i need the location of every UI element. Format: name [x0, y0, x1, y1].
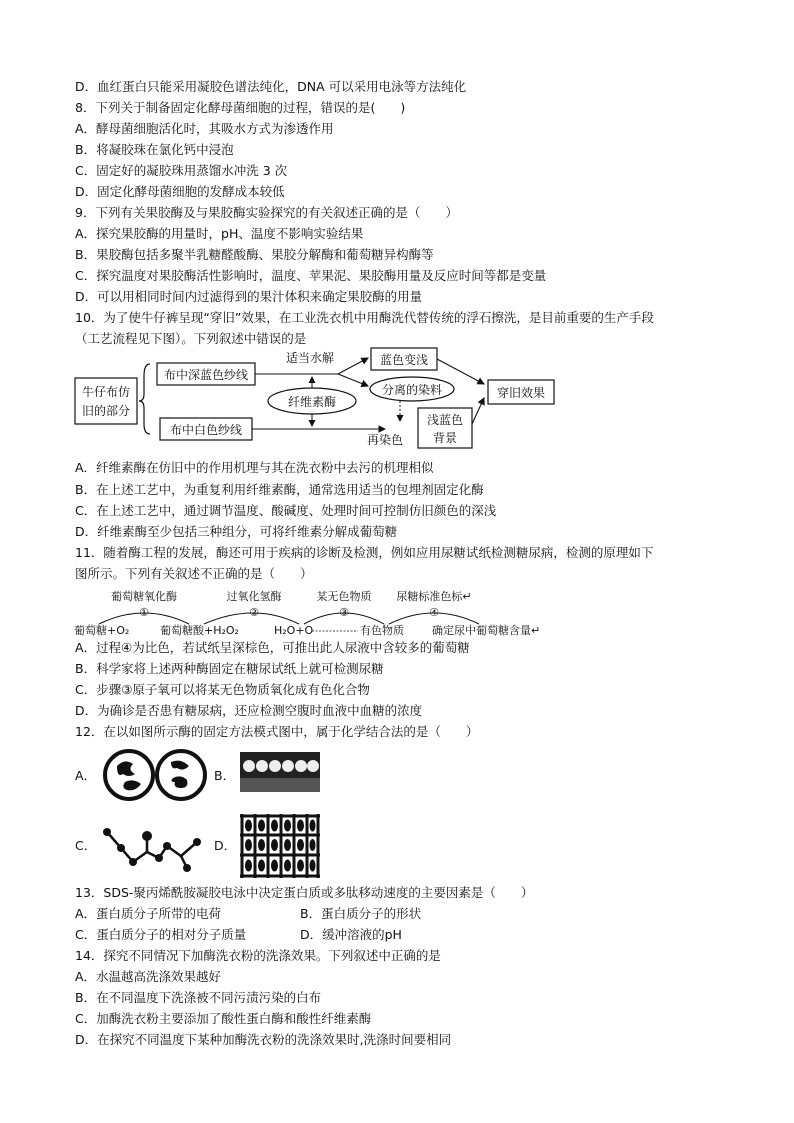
q8-option-a: A．酵母菌细胞活化时，其吸水方式为渗透作用	[75, 121, 334, 136]
q12-stem: 12．在以如图所示酶的固定方法模式图中，属于化学结合法的是（ ）	[75, 724, 479, 739]
q14-option-a: A．水温越高洗涤效果越好	[75, 969, 222, 984]
q11-stem-line2: 图所示。下列有关叙述不正确的是（ ）	[75, 566, 313, 581]
step-1: ①	[139, 606, 149, 619]
q8-stem: 8．下列关于制备固定化酵母菌细胞的过程，错误的是( )	[75, 100, 406, 115]
q11-option-d: D．为确诊是否患有糖尿病，还应检测空腹时血液中血糖的浓度	[75, 703, 423, 718]
water-oxygen: H₂O+O	[274, 624, 314, 637]
q11-option-c: C．步骤③原子氧可以将某无色物质氧化成有色化合物	[75, 682, 370, 697]
q7-option-d: D．血红蛋白只能采用凝胶色谱法纯化，DNA 可以采用电泳等方法纯化	[75, 79, 467, 94]
step-4: ④	[429, 606, 439, 619]
separated-dye-label: 分离的染料	[381, 383, 443, 397]
q9-stem: 9．下列有关果胶酶及与果胶酶实验探究的有关叙述正确的是（ ）	[75, 205, 458, 220]
q13-option-d: D．缓冲溶液的pH	[300, 927, 402, 942]
q8-option-b: B．将凝胶珠在氯化钙中浸泡	[75, 142, 234, 157]
cellulase-label: 纤维素酶	[287, 395, 337, 409]
q12-image-b-beads	[240, 752, 320, 792]
blue-fade-label: 蓝色变浅	[379, 353, 429, 367]
q8-option-c: C．固定好的凝胶珠用蒸馏水冲洗 3 次	[75, 163, 288, 178]
q10-stem-line2: （工艺流程见下图）。下列叙述中错误的是	[75, 331, 307, 346]
q12-image-d-grid	[240, 814, 320, 878]
glucose-o2: 葡萄糖+O₂	[74, 624, 130, 637]
fabric-label-2: 旧的部分	[81, 404, 131, 418]
dark-yarn-label: 布中深蓝色纱线	[163, 368, 249, 382]
colorless-substance: 某无色物质	[316, 590, 372, 603]
q9-option-d: D．可以用相同时间内过滤得到的果汁体积来确定果胶酶的用量	[75, 289, 423, 304]
q10-option-d: D．纤维素酶至少包括三种组分，可将纤维素分解成葡萄糖	[75, 524, 398, 539]
q10-option-b: B．在上述工艺中，为重复利用纤维素酶，通常选用适当的包埋剂固定化酶	[75, 482, 484, 497]
q14-option-d: D．在探究不同温度下某种加酶洗衣粉的洗涤效果时,洗涤时间要相同	[75, 1032, 452, 1047]
light-bg-label-2: 背景	[432, 431, 458, 445]
q10-option-c: C．在上述工艺中，通过调节温度、酸碱度、处理时间可控制仿旧颜色的深浅	[75, 503, 497, 518]
hydrolysis-label: 适当水解	[285, 351, 335, 365]
result-label: 穿旧效果	[496, 386, 546, 400]
colored-substance: 有色物质	[360, 624, 404, 637]
q12-image-c-chain	[103, 822, 203, 874]
q14-option-b: B．在不同温度下洗涤被不同污渍污染的白布	[75, 990, 322, 1005]
fabric-label-1: 牛仔布仿	[81, 385, 131, 399]
q10-flow-diagram	[70, 346, 570, 458]
gluconic-acid-h2o2: 葡萄糖酸+H₂O₂	[160, 624, 239, 637]
q12-image-a-microcapsule	[103, 748, 207, 802]
q9-option-b: B．果胶酶包括多聚半乳糖醛酸酶、果胶分解酶和葡萄糖异构酶等	[75, 247, 434, 262]
q9-option-c: C．探究温度对果胶酶活性影响时，温度、苹果泥、果胶酶用量及反应时间等都是变量	[75, 268, 547, 283]
q14-option-c: C．加酶洗衣粉主要添加了酸性蛋白酶和酸性纤维素酶	[75, 1011, 372, 1026]
q10-option-a: A．纤维素酶在仿旧中的作用机理与其在洗衣粉中去污的机理相似	[75, 460, 434, 475]
q12-label-c: C．	[75, 838, 97, 853]
step-2: ②	[249, 606, 259, 619]
q12-label-a: A．	[75, 768, 97, 783]
light-bg-label-1: 浅蓝色	[426, 413, 464, 427]
q10-stem-line1: 10．为了使牛仔裤呈现“穿旧”效果，在工业洗衣机中用酶洗代替传统的浮石擦洗，是目前重要的生产手段	[75, 310, 654, 325]
q13-stem: 13．SDS-聚丙烯酰胺凝胶电泳中决定蛋白质或多肽移动速度的主要因素是（ ）	[75, 885, 534, 900]
standard-color-chart: 尿糖标准色标↵	[396, 590, 472, 603]
q12-label-d: D．	[214, 838, 237, 853]
q13-option-c: C．蛋白质分子的相对分子质量	[75, 927, 247, 942]
q11-stem-line1: 11．随着酶工程的发展，酶还可用于疾病的诊断及检测，例如应用尿糖试纸检测糖尿病，检测的原理如下	[75, 545, 654, 560]
q12-label-b: B．	[214, 768, 236, 783]
q9-option-a: A．探究果胶酶的用量时，pH、温度不影响实验结果	[75, 226, 364, 241]
q8-option-d: D．固定化酵母菌细胞的发酵成本较低	[75, 184, 285, 199]
white-yarn-label: 布中白色纱线	[169, 423, 243, 437]
determine-glucose: 确定尿中葡萄糖含量↵	[432, 624, 541, 637]
q13-option-b: B．蛋白质分子的形状	[300, 906, 422, 921]
enzyme-catalase: 过氧化氢酶	[226, 590, 282, 603]
step-3: ③	[339, 606, 349, 619]
q14-stem: 14．探究不同情况下加酶洗衣粉的洗涤效果。下列叙述中正确的是	[75, 948, 441, 963]
redye-label: 再染色	[366, 433, 404, 447]
q13-option-a: A．蛋白质分子所带的电荷	[75, 906, 222, 921]
q11-reaction-diagram	[74, 586, 554, 638]
enzyme-glucose-oxidase: 葡萄糖氧化酶	[111, 590, 177, 603]
q11-option-a: A．过程④为比色，若试纸呈深棕色，可推出此人尿液中含较多的葡萄糖	[75, 640, 470, 655]
q11-option-b: B．科学家将上述两种酶固定在糖尿试纸上就可检测尿糖	[75, 661, 384, 676]
